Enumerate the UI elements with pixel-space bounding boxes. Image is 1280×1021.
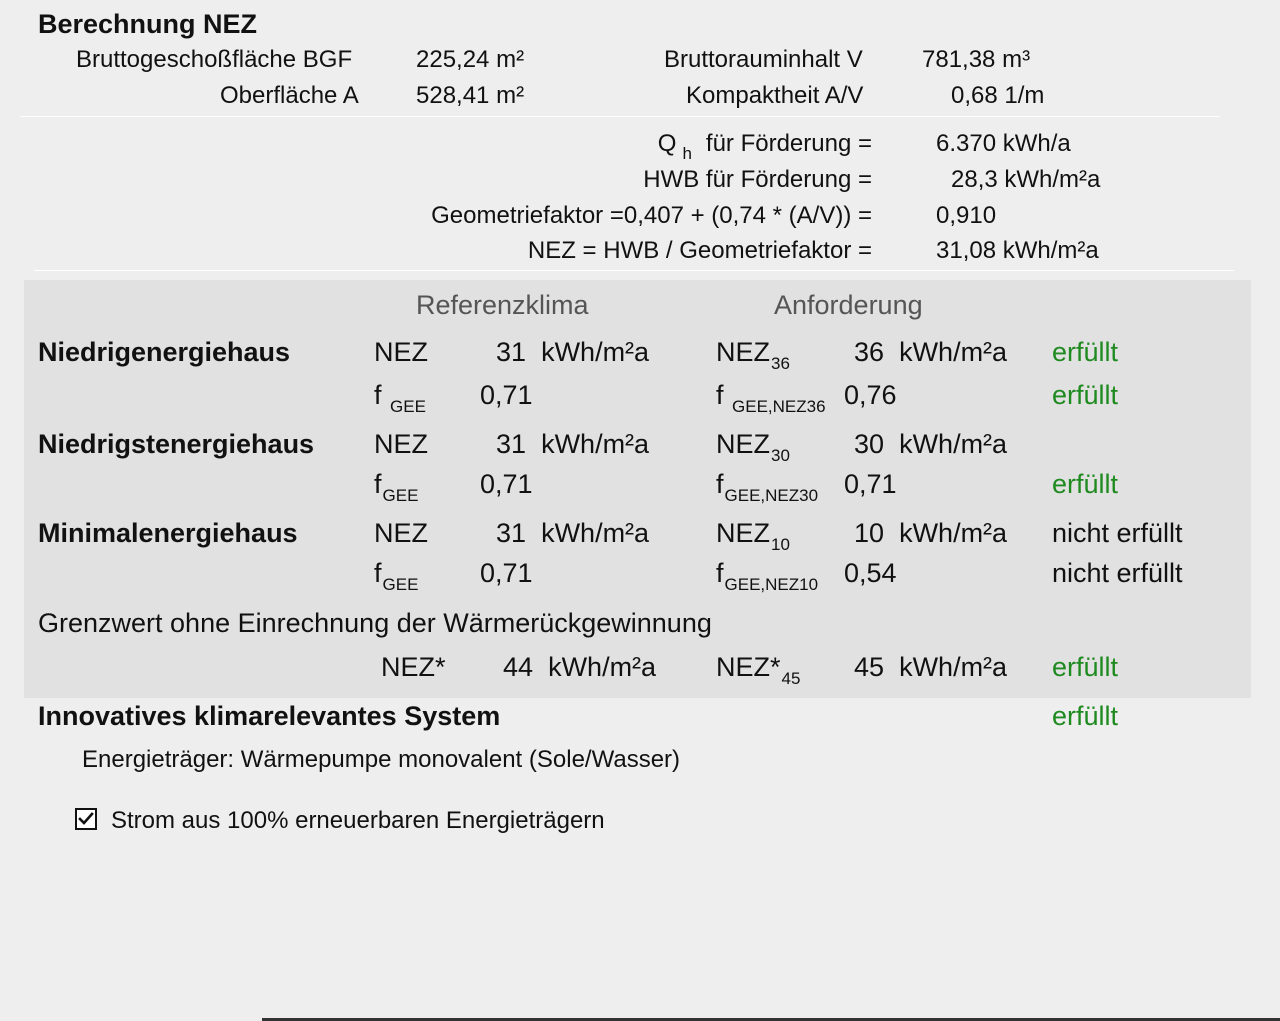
status-badge: erfüllt [1052,652,1119,682]
surface-label: Oberfläche A [220,82,359,109]
geometry-factor-label: Geometriefaktor =0,407 + (0,74 * (A/V)) = [431,202,872,229]
fgee-label: $f_{GEE}$ [374,469,419,505]
checkmark-icon [78,811,94,827]
nez-formula-value: 31,08 kWh/m²a [936,237,1099,264]
nez-label: NEZ [374,337,428,367]
volume-value: 781,38 m³ [922,46,1031,73]
fgee-requirement-value: 0,71 [844,469,897,499]
innovative-system-heading: Innovatives klimarelevantes System [38,701,501,731]
nez-star-requirement-label: $NEZ*_{45}$ [716,652,801,688]
qh-value: 6.370 kWh/a [936,130,1071,157]
status-badge: erfüllt [1052,380,1119,410]
nez-requirement-value: 36 kWh/m²a [854,337,1008,367]
nez-star-label: NEZ* [381,652,446,682]
nez-formula-label: NEZ = HWB / Geometriefaktor = [527,237,872,264]
nez-star-requirement-value: 45 kWh/m²a [854,652,1008,682]
renewable-electricity-checkbox[interactable] [75,808,97,830]
page-title: Berechnung NEZ [38,9,258,39]
energy-carrier-text: Energieträger: Wärmepumpe monovalent (Sole/Wasser) [82,746,681,773]
nez-value: 31 kWh/m²a [496,337,650,367]
nez-value: 31 kWh/m²a [496,429,650,459]
fgee-requirement-value: 0,76 [844,380,897,410]
fgee-requirement-label: f $_{GEE,NEZ36}$ [716,380,826,416]
divider [20,116,1220,117]
volume-label: Bruttorauminhalt V [664,46,863,73]
status-badge: erfüllt [1052,469,1119,499]
renewable-electricity-label[interactable]: Strom aus 100% erneuerbaren Energieträgern [111,807,605,834]
row-name-niedrigenergiehaus: Niedrigenergiehaus [38,337,291,367]
status-badge: erfüllt [1052,337,1119,367]
nez-label: NEZ [374,429,428,459]
fgee-requirement-label: $f_{GEE,NEZ30}$ [716,469,819,505]
status-badge: erfüllt [1052,701,1119,731]
hwb-value: 28,3 kWh/m²a [951,166,1101,193]
divider [34,270,1234,271]
fgee-requirement-value: 0,54 [844,558,897,588]
nez-label: NEZ [374,518,428,548]
compact-value: 0,68 1/m [951,82,1045,109]
row-name-niedrigstenergiehaus: Niedrigstenergiehaus [38,429,315,459]
nez-requirement-label: $NEZ_{30}$ [716,429,790,465]
bgf-label: Bruttogeschoßfläche BGF [76,46,353,73]
surface-value: 528,41 m² [416,82,525,109]
row-name-minimalenergiehaus: Minimalenergiehaus [38,518,298,548]
geometry-factor-value: 0,910 [936,202,997,229]
nez-requirement-label: $NEZ_{10}$ [716,518,790,554]
nez-requirement-value: 10 kWh/m²a [854,518,1008,548]
fgee-value: 0,71 [480,380,533,410]
qh-label: Q $_h$ für Förderung = [657,130,872,163]
bgf-value: 225,24 m² [416,46,525,73]
status-badge: nicht erfüllt [1052,558,1183,588]
grenzwert-heading: Grenzwert ohne Einrechnung der Wärmerückgewinnung [38,608,712,638]
fgee-label: $f_{GEE}$ [374,558,419,594]
column-header-reference-climate: Referenzklima [416,290,589,320]
nez-requirement-label: $NEZ_{36}$ [716,337,790,373]
fgee-requirement-label: $f_{GEE,NEZ10}$ [716,558,819,594]
column-header-requirement: Anforderung [774,290,923,320]
compact-label: Kompaktheit A/V [686,82,864,109]
nez-requirement-value: 30 kWh/m²a [854,429,1008,459]
nez-star-value: 44 kWh/m²a [503,652,657,682]
nez-value: 31 kWh/m²a [496,518,650,548]
fgee-label: f $_{GEE}$ [374,380,426,416]
fgee-value: 0,71 [480,469,533,499]
hwb-label: HWB für Förderung = [643,166,872,193]
status-badge: nicht erfüllt [1052,518,1183,548]
fgee-value: 0,71 [480,558,533,588]
